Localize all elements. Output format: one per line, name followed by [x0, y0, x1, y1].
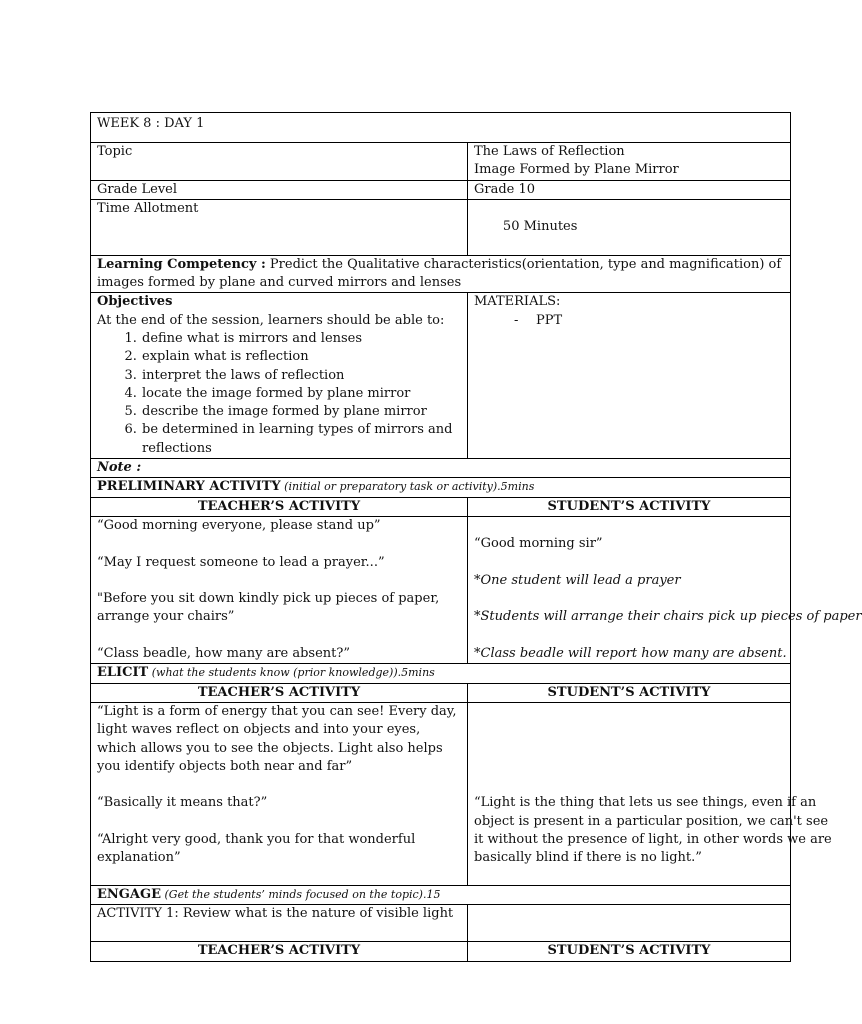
- time-label: Time Allotment: [97, 200, 199, 216]
- engage-activity-empty-cell: [468, 905, 791, 942]
- grade-row: [91, 180, 791, 199]
- note-cell: [91, 459, 791, 478]
- teacher-activity-header: TEACHER’S ACTIVITY: [91, 497, 468, 516]
- engage-activity-cell: [91, 905, 468, 942]
- student-activity-header: STUDENT’S ACTIVITY: [468, 683, 791, 702]
- teacher-line: “Good morning everyone, please stand up”: [97, 517, 381, 533]
- engage-activity-row: [91, 905, 791, 942]
- engage-heading-row: [91, 885, 791, 904]
- teacher-activity-header: TEACHER’S ACTIVITY: [91, 683, 468, 702]
- engage-heading-cell: [91, 885, 791, 904]
- time-value: 50 Minutes: [498, 219, 578, 235]
- engage-title: ENGAGE: [97, 886, 161, 902]
- week-day-cell: [91, 113, 791, 143]
- elicit-heading-row: [91, 664, 791, 683]
- engage-column-headers: [91, 942, 791, 961]
- elicit-heading-cell: [91, 664, 791, 683]
- student-line: *Students will arrange their chairs pick up pieces of paper: [474, 609, 862, 625]
- objective-item: 1. define what is mirrors and lenses: [141, 330, 461, 348]
- objective-item: 3. interpret the laws of reflection: [141, 367, 461, 385]
- objective-item: 4. locate the image formed by plane mirror: [141, 385, 461, 403]
- objective-item: 6. be determined in learning types of mirrors and reflections: [141, 421, 461, 458]
- time-value-cell: [468, 199, 791, 255]
- preliminary-teacher-cell: [91, 516, 468, 663]
- teacher-line: “Light is a form of energy that you can see! Every day, light waves reflect on objects and into your eyes, which allows you to see the objects. Light also helps you identify objects both near and far”: [97, 703, 457, 774]
- preliminary-heading-row: [91, 478, 791, 497]
- topic-line-1: The Laws of Reflection: [474, 144, 625, 159]
- preliminary-column-headers: [91, 497, 791, 516]
- materials-list: [474, 312, 784, 330]
- student-line: “Good morning sir”: [474, 536, 603, 552]
- student-activity-header: STUDENT’S ACTIVITY: [468, 497, 791, 516]
- teacher-line: “Alright very good, thank you for that wonderful explanation”: [97, 831, 416, 866]
- lesson-plan-table: [90, 112, 862, 962]
- preliminary-content-row: [91, 516, 791, 663]
- objectives-intro: At the end of the session, learners should be able to:: [97, 312, 445, 328]
- preliminary-subtitle: (initial or preparatory task or activity).5mins: [280, 480, 535, 494]
- teacher-line: “Basically it means that?”: [97, 795, 268, 811]
- objectives-row: [91, 293, 791, 459]
- engage-subtitle: (Get the students’ minds focused on the topic).15: [161, 887, 441, 901]
- objective-item: 2. explain what is reflection: [141, 348, 461, 366]
- preliminary-heading-cell: [91, 478, 791, 497]
- note-row: [91, 459, 791, 478]
- materials-cell: [468, 293, 791, 459]
- objectives-cell: [91, 293, 468, 459]
- teacher-line: “Class beadle, how many are absent?”: [97, 646, 351, 662]
- teacher-line: “May I request someone to lead a prayer...”: [97, 554, 385, 570]
- topic-value-cell: [468, 143, 791, 181]
- grade-label: Grade Level: [97, 181, 178, 197]
- objectives-title: Objectives: [97, 294, 173, 310]
- grade-label-cell: [91, 180, 468, 199]
- week-day-row: [91, 113, 791, 143]
- materials-item: - PPT: [514, 312, 784, 330]
- preliminary-student-cell: [468, 516, 862, 663]
- grade-value-cell: [468, 180, 791, 199]
- topic-row: [91, 143, 791, 181]
- competency-row: [91, 255, 791, 293]
- elicit-content-row: [91, 702, 791, 885]
- topic-label-cell: [91, 143, 468, 181]
- time-label-cell: [91, 199, 468, 255]
- elicit-student-cell: [468, 702, 832, 885]
- topic-line-2: Image Formed by Plane Mirror: [474, 162, 679, 178]
- elicit-subtitle: (what the students know (prior knowledge)).5mins: [148, 666, 435, 680]
- topic-label: Topic: [97, 144, 133, 159]
- time-row: [91, 199, 791, 255]
- competency-label: Learning Competency :: [97, 256, 266, 272]
- materials-label: MATERIALS:: [474, 294, 561, 310]
- preliminary-title: PRELIMINARY ACTIVITY: [97, 479, 281, 495]
- competency-text: Predict the Qualitative characteristics(orientation, type and magnification) of images formed by plane and curved mirrors and lenses: [97, 256, 782, 291]
- objective-item: 5. describe the image formed by plane mirror: [141, 403, 461, 421]
- competency-cell: [91, 255, 791, 293]
- elicit-teacher-cell: [91, 702, 468, 885]
- objectives-list: [97, 330, 461, 458]
- elicit-title: ELICIT: [97, 665, 149, 681]
- note-label: Note :: [97, 460, 142, 476]
- student-line: *Class beadle will report how many are absent.: [474, 646, 787, 662]
- engage-activity-text: ACTIVITY 1: Review what is the nature of visible light: [97, 906, 454, 922]
- grade-value: Grade 10: [474, 181, 536, 197]
- week-day-label: WEEK 8 : DAY 1: [97, 116, 205, 131]
- student-activity-header: STUDENT’S ACTIVITY: [468, 942, 791, 961]
- elicit-column-headers: [91, 683, 791, 702]
- student-line: “Light is the thing that lets us see things, even if an object is present in a particular position, we can't see it without the presence of light, in other words we are basically blind if there is no light.”: [474, 795, 832, 866]
- teacher-activity-header: TEACHER’S ACTIVITY: [91, 942, 468, 961]
- student-line: *One student will lead a prayer: [474, 572, 681, 588]
- teacher-line: "Before you sit down kindly pick up pieces of paper, arrange your chairs”: [97, 591, 440, 625]
